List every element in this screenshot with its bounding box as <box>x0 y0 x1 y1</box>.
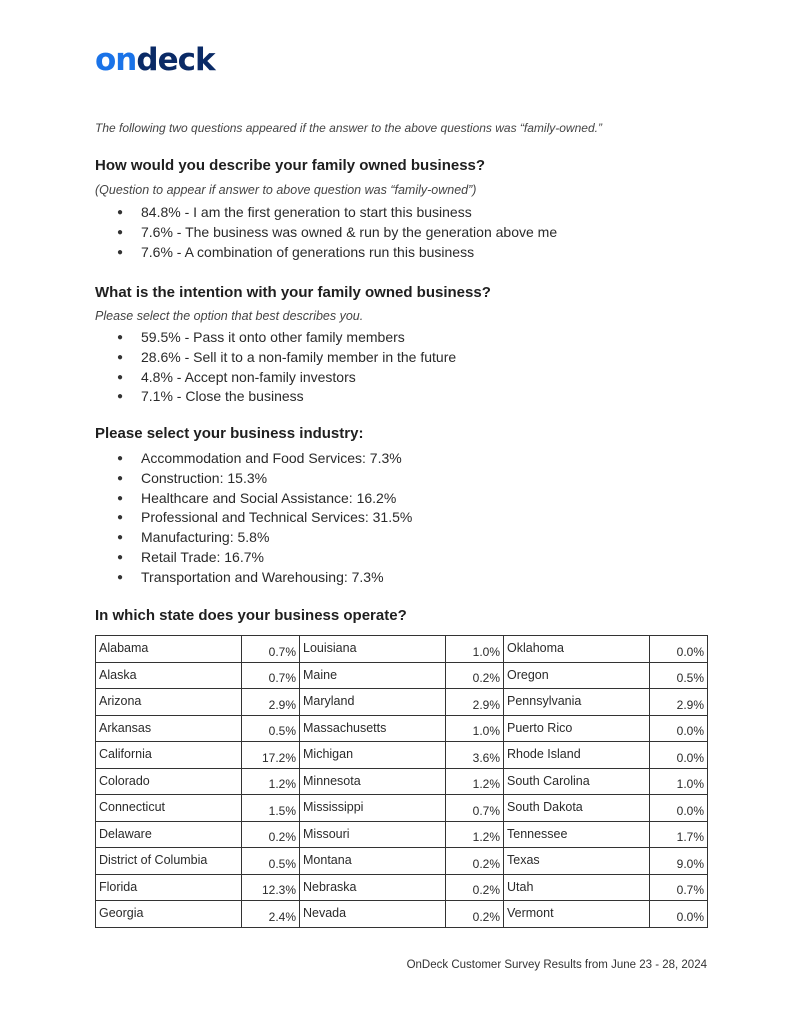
state-percent-cell: 0.7% <box>242 636 300 663</box>
state-name-cell: Nebraska <box>300 874 446 901</box>
state-name-cell: District of Columbia <box>96 848 242 875</box>
state-name-cell: Alabama <box>96 636 242 663</box>
q2-list <box>117 328 456 407</box>
state-percent-cell: 9.0% <box>650 848 708 875</box>
state-percent-cell: 3.6% <box>446 742 504 769</box>
footer-text: OnDeck Customer Survey Results from June 23 - 28, 2024 <box>406 959 707 971</box>
list-item: ● Professional and Technical Services: 31.5% <box>117 508 412 528</box>
state-percent-cell: 0.0% <box>650 901 708 928</box>
q2-note: Please select the option that best describes you. <box>95 309 364 323</box>
state-name-cell: Louisiana <box>300 636 446 663</box>
state-name-cell: Alaska <box>96 662 242 689</box>
state-name-cell: Maine <box>300 662 446 689</box>
state-name-cell: Connecticut <box>96 795 242 822</box>
state-percent-cell: 0.0% <box>650 636 708 663</box>
state-name-cell: Missouri <box>300 821 446 848</box>
state-name-cell: Rhode Island <box>504 742 650 769</box>
state-name-cell: Georgia <box>96 901 242 928</box>
q4-heading: In which state does your business operate? <box>95 607 407 624</box>
state-percent-cell: 0.2% <box>446 848 504 875</box>
list-item: ● Accommodation and Food Services: 7.3% <box>117 449 412 469</box>
state-name-cell: Delaware <box>96 821 242 848</box>
state-percent-cell: 0.7% <box>446 795 504 822</box>
ondeck-logo <box>95 42 215 78</box>
state-name-cell: Utah <box>504 874 650 901</box>
list-item: ● 7.6% - A combination of generations run this business <box>117 243 557 263</box>
list-item: ● Manufacturing: 5.8% <box>117 528 412 548</box>
state-percent-cell: 1.0% <box>446 636 504 663</box>
q1-heading: How would you describe your family owned business? <box>95 157 486 174</box>
table-row <box>96 821 708 848</box>
table-row <box>96 768 708 795</box>
state-name-cell: Pennsylvania <box>504 689 650 716</box>
state-name-cell: Colorado <box>96 768 242 795</box>
state-percent-cell: 2.9% <box>446 689 504 716</box>
state-percent-cell: 0.5% <box>242 848 300 875</box>
state-name-cell: South Dakota <box>504 795 650 822</box>
state-percent-cell: 0.0% <box>650 795 708 822</box>
state-percent-cell: 17.2% <box>242 742 300 769</box>
state-name-cell: California <box>96 742 242 769</box>
state-percent-cell: 1.2% <box>446 768 504 795</box>
table-row <box>96 901 708 928</box>
state-name-cell: Arkansas <box>96 715 242 742</box>
state-name-cell: Maryland <box>300 689 446 716</box>
state-name-cell: Arizona <box>96 689 242 716</box>
state-percent-cell: 0.2% <box>446 662 504 689</box>
state-percent-cell: 2.9% <box>650 689 708 716</box>
q3-list <box>117 449 412 588</box>
state-name-cell: Puerto Rico <box>504 715 650 742</box>
list-item: ● 28.6% - Sell it to a non-family member in the future <box>117 348 456 368</box>
state-percent-cell: 0.5% <box>650 662 708 689</box>
logo-deck: deck <box>136 42 215 78</box>
table-row <box>96 662 708 689</box>
state-percent-cell: 0.5% <box>242 715 300 742</box>
state-name-cell: Tennessee <box>504 821 650 848</box>
list-item: ● Construction: 15.3% <box>117 469 412 489</box>
state-name-cell: Montana <box>300 848 446 875</box>
table-row <box>96 742 708 769</box>
state-name-cell: Vermont <box>504 901 650 928</box>
state-percent-cell: 1.7% <box>650 821 708 848</box>
table-row <box>96 848 708 875</box>
state-percent-cell: 0.0% <box>650 715 708 742</box>
list-item: ● Retail Trade: 16.7% <box>117 548 412 568</box>
state-percent-cell: 0.2% <box>242 821 300 848</box>
list-item: ● 7.1% - Close the business <box>117 387 456 407</box>
state-name-cell: Michigan <box>300 742 446 769</box>
list-item: ● 59.5% - Pass it onto other family members <box>117 328 456 348</box>
list-item: ● Transportation and Warehousing: 7.3% <box>117 568 412 588</box>
logo-on: on <box>95 42 137 78</box>
state-name-cell: Florida <box>96 874 242 901</box>
table-row <box>96 715 708 742</box>
state-percent-cell: 1.2% <box>242 768 300 795</box>
state-percent-cell: 0.7% <box>650 874 708 901</box>
state-name-cell: South Carolina <box>504 768 650 795</box>
state-name-cell: Oklahoma <box>504 636 650 663</box>
intro-text: The following two questions appeared if the answer to the above questions was “family-owned.” <box>95 121 602 135</box>
state-percent-cell: 0.0% <box>650 742 708 769</box>
table-row <box>96 795 708 822</box>
state-percent-cell: 0.2% <box>446 901 504 928</box>
state-percent-cell: 1.0% <box>446 715 504 742</box>
q1-note: (Question to appear if answer to above question was “family-owned”) <box>95 183 477 197</box>
state-name-cell: Texas <box>504 848 650 875</box>
q2-heading: What is the intention with your family owned business? <box>95 284 491 301</box>
state-percent-cell: 1.0% <box>650 768 708 795</box>
state-name-cell: Mississippi <box>300 795 446 822</box>
table-row <box>96 874 708 901</box>
state-percent-cell: 1.2% <box>446 821 504 848</box>
state-table <box>95 635 708 928</box>
state-percent-cell: 2.9% <box>242 689 300 716</box>
state-name-cell: Minnesota <box>300 768 446 795</box>
state-name-cell: Oregon <box>504 662 650 689</box>
state-name-cell: Nevada <box>300 901 446 928</box>
q3-heading: Please select your business industry: <box>95 425 364 442</box>
state-percent-cell: 0.7% <box>242 662 300 689</box>
list-item: ● 4.8% - Accept non-family investors <box>117 368 456 388</box>
table-row <box>96 636 708 663</box>
state-percent-cell: 1.5% <box>242 795 300 822</box>
state-percent-cell: 2.4% <box>242 901 300 928</box>
state-percent-cell: 12.3% <box>242 874 300 901</box>
list-item: ● 7.6% - The business was owned & run by the generation above me <box>117 223 557 243</box>
table-row <box>96 689 708 716</box>
state-name-cell: Massachusetts <box>300 715 446 742</box>
state-percent-cell: 0.2% <box>446 874 504 901</box>
q1-list <box>117 203 557 262</box>
list-item: ● Healthcare and Social Assistance: 16.2% <box>117 489 412 509</box>
list-item: ● 84.8% - I am the first generation to start this business <box>117 203 557 223</box>
